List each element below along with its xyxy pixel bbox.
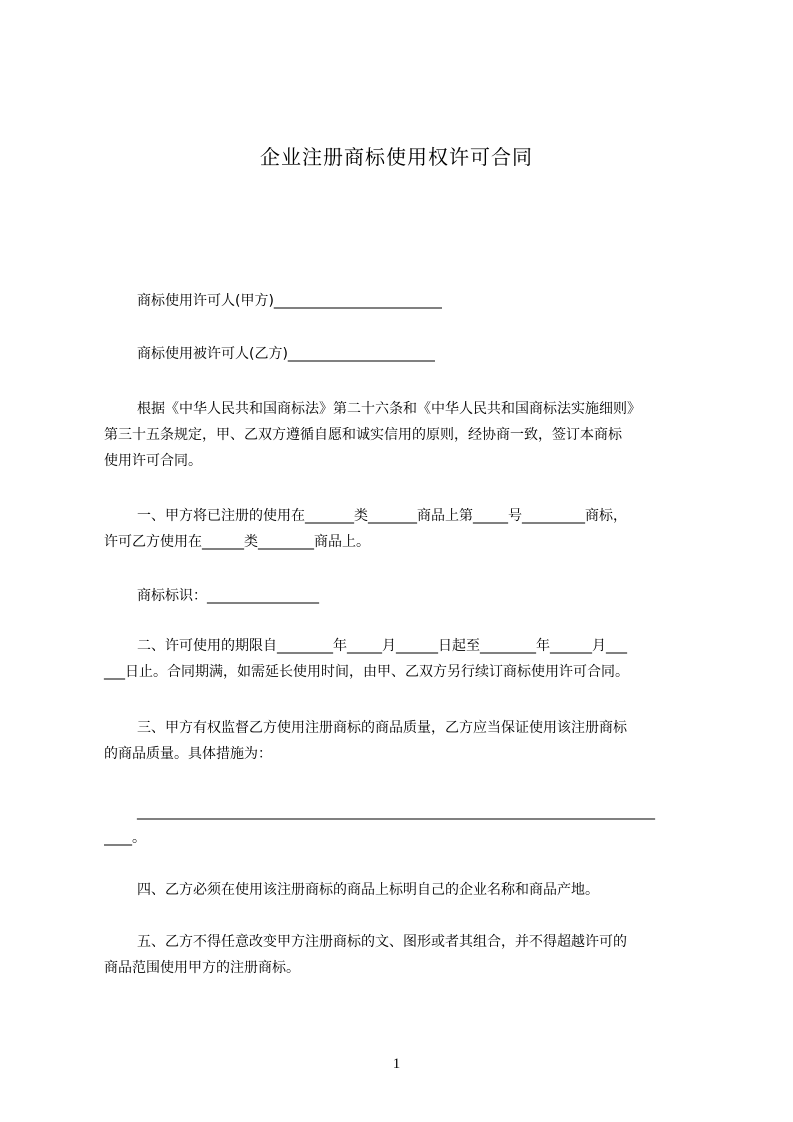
clause-1-line-2: 许可乙方使用在______类________商品上。 — [104, 534, 370, 550]
clause-4-text: 四、乙方必须在使用该注册商标的商品上标明自己的企业名称和商品产地。 — [137, 882, 599, 898]
clause-5-line-2: 商品范围使用甲方的注册商标。 — [104, 960, 300, 976]
licensee-text: 商标使用被许可人(乙方)_____________________ — [137, 346, 435, 362]
preamble-line-2: 第三十五条规定，甲、乙双方遵循自愿和诚实信用的原则，经协商一致，签订本商标 — [104, 427, 622, 443]
clause-3-paragraph — [104, 715, 704, 767]
clause-1-line-1: 一、甲方将已注册的使用在_______类_______商品上第_____号_________商标， — [137, 508, 627, 524]
licensor-text: 商标使用许可人(甲方)________________________ — [137, 293, 442, 309]
clause-2-paragraph — [104, 633, 704, 685]
measures-blank — [104, 799, 704, 851]
clause-1-paragraph — [104, 503, 704, 555]
clause-2-line-2: ___日止。合同期满，如需延长使用时间，由甲、乙双方另行续订商标使用许可合同。 — [104, 664, 629, 680]
page-number: 1 — [392, 1056, 401, 1072]
preamble-paragraph — [104, 396, 704, 474]
trademark-mark-text: 商标标识：________________ — [137, 588, 319, 604]
licensor-line — [104, 288, 737, 314]
preamble-line-3: 使用许可合同。 — [104, 453, 202, 469]
measures-line-1: __________________________________________________________________________ — [137, 804, 655, 820]
document-title: 企业注册商标使用权许可合同 — [260, 145, 533, 169]
clause-4-paragraph — [104, 877, 737, 903]
trademark-mark-line — [104, 583, 737, 609]
measures-line-2: ____。 — [104, 830, 146, 846]
preamble-line-1: 根据《中华人民共和国商标法》第二十六条和《中华人民共和国商标法实施细则》 — [137, 401, 641, 417]
clause-3-line-1: 三、甲方有权监督乙方使用注册商标的商品质量，乙方应当保证使用该注册商标 — [137, 720, 627, 736]
clause-3-line-2: 的商品质量。具体措施为： — [104, 746, 272, 762]
clause-5-paragraph — [104, 929, 704, 981]
clause-5-line-1: 五、乙方不得任意改变甲方注册商标的文、图形或者其组合，并不得超越许可的 — [137, 934, 627, 950]
licensee-line — [104, 341, 737, 367]
clause-2-line-1: 二、许可使用的期限自________年_____月______日起至________年______月___ — [137, 638, 627, 654]
